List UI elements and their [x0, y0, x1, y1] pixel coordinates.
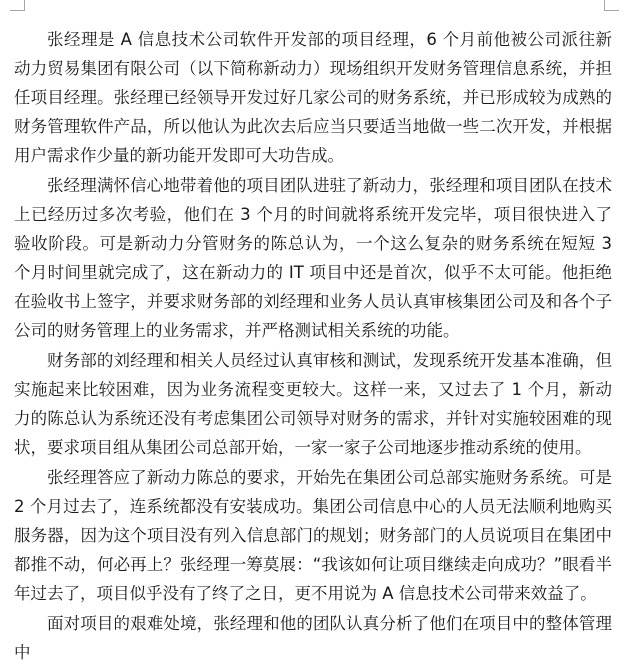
paragraph-2: 张经理满怀信心地带着他的项目团队进驻了新动力，张经理和项目团队在技术上已经历过多次考验，他们在 3 个月的时间就将系统开发完毕，项目很快进入了验收阶段。可是新动力分管财务的陈总认为，一个这么复杂的财务系统在短短 3 个月时间里就完成了，这在新动力的 IT 项目中还是首次，似乎不太可能。他拒绝在验收书上签字，并要求财务部的刘经理和业务人员认真审核集团公司及和各个子公司的财务管理上的业务需求，并严格测试相关系统的功能。 — [14, 176, 612, 340]
paragraph-5: 面对项目的艰难处境，张经理和他的团队认真分析了他们在项目中的整体管理中 — [14, 614, 612, 662]
document-body — [14, 25, 612, 668]
paragraph-3: 财务部的刘经理和相关人员经过认真审核和测试，发现系统开发基本准确，但实施起来比较困难，因为业务流程变更较大。这样一来，又过去了 1 个月，新动力的陈总认为系统还没有考虑集团公司领导对财务的需求，并针对实施较困难的现状，要求项目组从集团公司总部开始，一家一家子公司地逐步推动系统的使用。 — [14, 351, 612, 457]
paragraph-1: 张经理是 A 信息技术公司软件开发部的项目经理，6 个月前他被公司派往新动力贸易集团有限公司（以下简称新动力）现场组织开发财务管理信息系统，并担任项目经理。张经理已经领导开发过好几家公司的财务系统，并已形成较为成熟的财务管理软件产品，所以他认为此次去后应当只要适当地做一些二次开发，并根据用户需求作少量的新功能开发即可大功告成。 — [14, 30, 612, 165]
paragraph-4: 张经理答应了新动力陈总的要求，开始先在集团公司总部实施财务系统。可是 2 个月过去了，连系统都没有安装成功。集团公司信息中心的人员无法顺利地购买服务器，因为这个项目没有列入信息部门的规划；财务部门的人员说项目在集团中都推不动，何必再上？张经理一筹莫展：“我该如何让项目继续走向成功？”眼看半年过去了，项目似乎没有了终了之日，更不用说为 A 信息技术公司带来效益了。 — [14, 468, 612, 603]
page-corner-mark-left — [10, 0, 25, 11]
page-corner-mark-right — [604, 0, 619, 11]
